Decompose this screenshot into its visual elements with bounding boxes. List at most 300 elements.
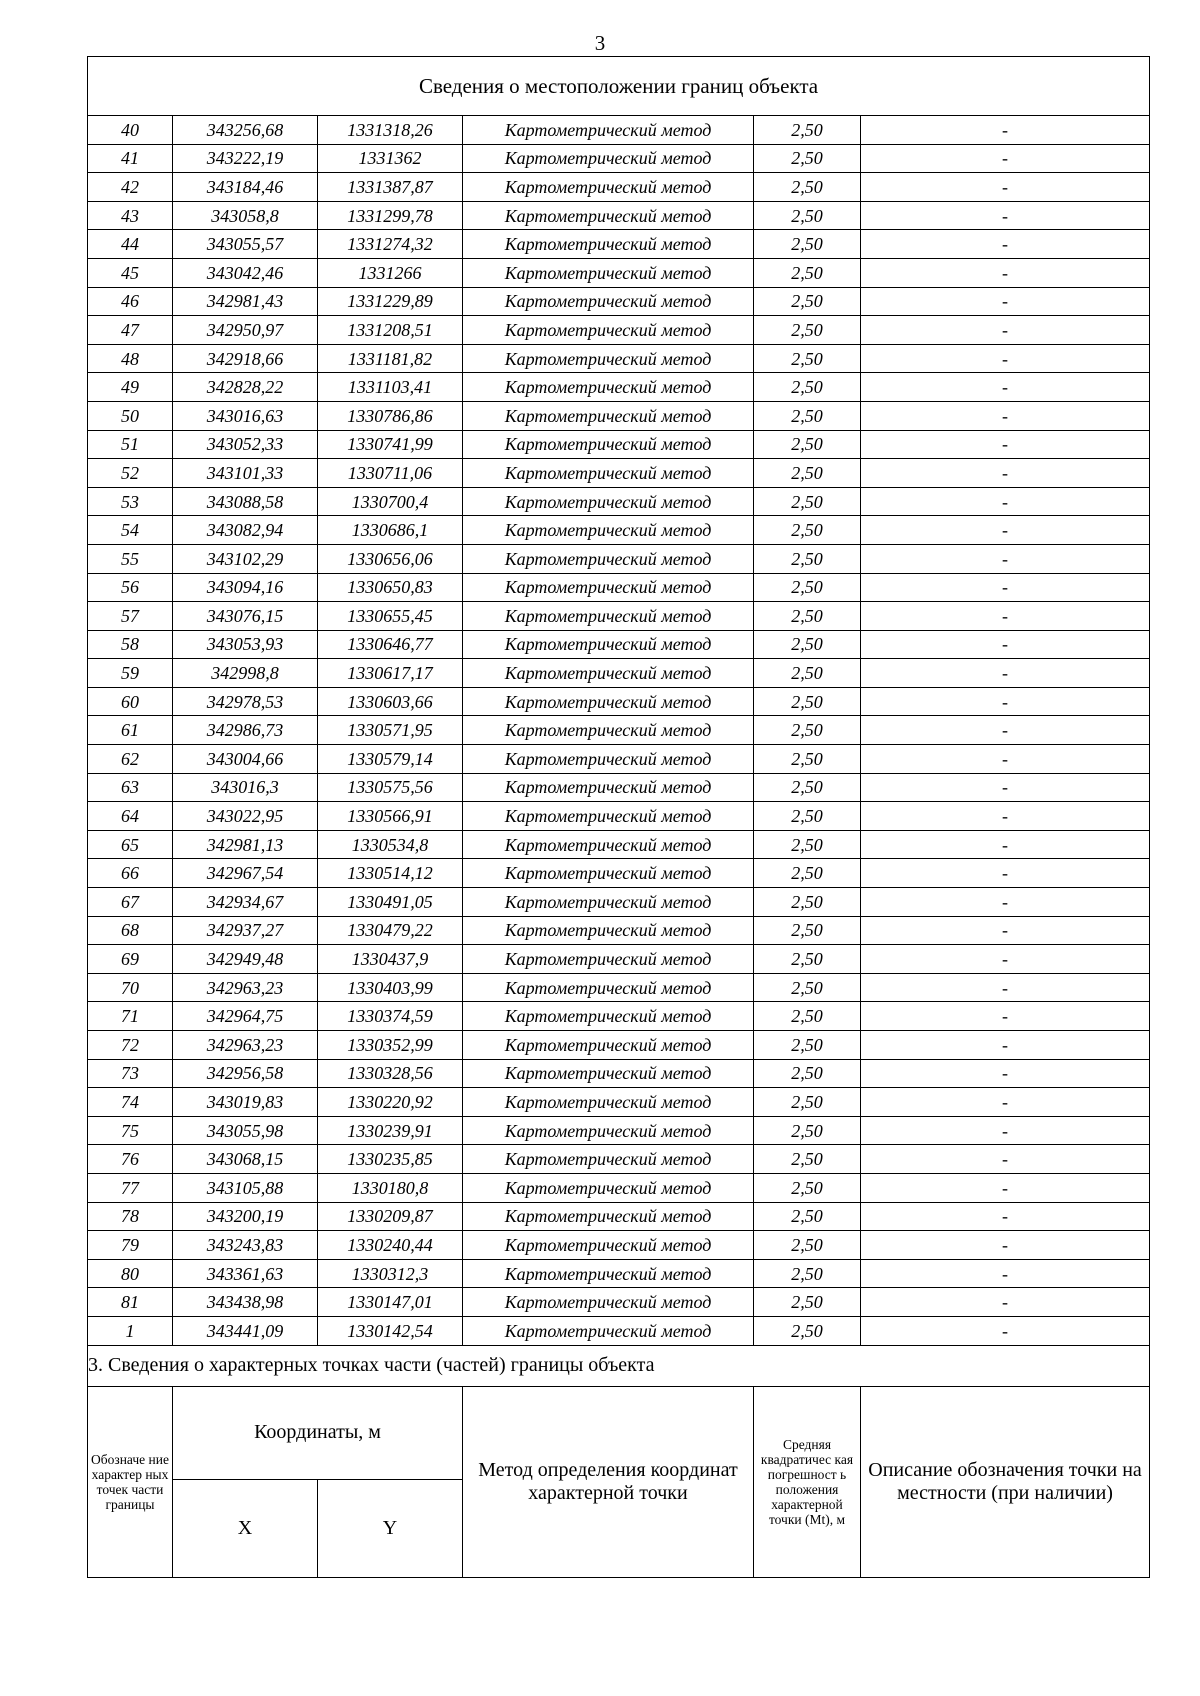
description-cell: -: [861, 1088, 1150, 1117]
description-cell: -: [861, 516, 1150, 545]
section3-title-row: [88, 1345, 1150, 1386]
method-cell: Картометрический метод: [463, 859, 754, 888]
point-number-cell: 81: [88, 1288, 173, 1317]
table-row: [88, 888, 1150, 917]
coord-y-cell: 1330403,99: [318, 973, 463, 1002]
point-number-cell: 59: [88, 659, 173, 688]
method-cell: Картометрический метод: [463, 830, 754, 859]
accuracy-cell: 2,50: [754, 373, 861, 402]
accuracy-cell: 2,50: [754, 173, 861, 202]
section-title-row: [88, 57, 1150, 116]
description-cell: -: [861, 830, 1150, 859]
coord-y-cell: 1331299,78: [318, 201, 463, 230]
accuracy-cell: 2,50: [754, 830, 861, 859]
method-cell: Картометрический метод: [463, 316, 754, 345]
table-row: [88, 230, 1150, 259]
method-cell: Картометрический метод: [463, 659, 754, 688]
coord-x-cell: 343004,66: [173, 745, 318, 774]
coord-x-cell: 343076,15: [173, 602, 318, 631]
description-cell: -: [861, 716, 1150, 745]
coord-x-cell: 342934,67: [173, 888, 318, 917]
coord-x-cell: 343184,46: [173, 173, 318, 202]
point-number-cell: 64: [88, 802, 173, 831]
accuracy-cell: 2,50: [754, 1288, 861, 1317]
accuracy-cell: 2,50: [754, 1145, 861, 1174]
method-cell: Картометрический метод: [463, 1173, 754, 1202]
description-cell: -: [861, 144, 1150, 173]
description-cell: -: [861, 459, 1150, 488]
table-row: [88, 802, 1150, 831]
description-cell: -: [861, 1202, 1150, 1231]
accuracy-cell: 2,50: [754, 287, 861, 316]
coord-x-cell: 342949,48: [173, 945, 318, 974]
accuracy-cell: 2,50: [754, 544, 861, 573]
method-cell: Картометрический метод: [463, 287, 754, 316]
point-number-cell: 71: [88, 1002, 173, 1031]
point-number-cell: 46: [88, 287, 173, 316]
description-cell: -: [861, 1059, 1150, 1088]
point-number-cell: 74: [88, 1088, 173, 1117]
coord-y-cell: 1330700,4: [318, 487, 463, 516]
coord-x-cell: 342963,23: [173, 973, 318, 1002]
coord-y-cell: 1330741,99: [318, 430, 463, 459]
method-cell: Картометрический метод: [463, 1088, 754, 1117]
header-accuracy: Средняя квадратичес кая погрешност ь положения характерной точки (Mt), м: [754, 1386, 861, 1577]
point-number-cell: 42: [88, 173, 173, 202]
accuracy-cell: 2,50: [754, 1316, 861, 1345]
coord-y-cell: 1330650,83: [318, 573, 463, 602]
coord-y-cell: 1330374,59: [318, 1002, 463, 1031]
coord-x-cell: 342998,8: [173, 659, 318, 688]
description-cell: -: [861, 687, 1150, 716]
header-point-designation: Обозначе ние характер ных точек части границы: [88, 1386, 173, 1577]
method-cell: Картометрический метод: [463, 1002, 754, 1031]
coord-y-cell: 1330180,8: [318, 1173, 463, 1202]
point-number-cell: 55: [88, 544, 173, 573]
point-number-cell: 75: [88, 1116, 173, 1145]
coord-y-cell: 1330209,87: [318, 1202, 463, 1231]
coord-y-cell: 1331318,26: [318, 116, 463, 145]
point-number-cell: 77: [88, 1173, 173, 1202]
description-cell: -: [861, 659, 1150, 688]
accuracy-cell: 2,50: [754, 888, 861, 917]
coord-y-cell: 1330571,95: [318, 716, 463, 745]
point-number-cell: 76: [88, 1145, 173, 1174]
accuracy-cell: 2,50: [754, 344, 861, 373]
method-cell: Картометрический метод: [463, 430, 754, 459]
table-row: [88, 716, 1150, 745]
coord-x-cell: 343082,94: [173, 516, 318, 545]
coord-x-cell: 343055,98: [173, 1116, 318, 1145]
point-number-cell: 73: [88, 1059, 173, 1088]
method-cell: Картометрический метод: [463, 973, 754, 1002]
method-cell: Картометрический метод: [463, 1116, 754, 1145]
table-row: [88, 544, 1150, 573]
coord-x-cell: 342981,43: [173, 287, 318, 316]
coord-x-cell: 342963,23: [173, 1031, 318, 1060]
accuracy-cell: 2,50: [754, 602, 861, 631]
description-cell: -: [861, 602, 1150, 631]
table-row: [88, 287, 1150, 316]
coord-x-cell: 343105,88: [173, 1173, 318, 1202]
point-number-cell: 40: [88, 116, 173, 145]
table-row: [88, 773, 1150, 802]
description-cell: -: [861, 1231, 1150, 1260]
accuracy-cell: 2,50: [754, 630, 861, 659]
method-cell: Картометрический метод: [463, 487, 754, 516]
point-number-cell: 1: [88, 1316, 173, 1345]
header-description: Описание обозначения точки на местности (при наличии): [861, 1386, 1150, 1577]
method-cell: Картометрический метод: [463, 258, 754, 287]
point-number-cell: 47: [88, 316, 173, 345]
description-cell: -: [861, 373, 1150, 402]
method-cell: Картометрический метод: [463, 230, 754, 259]
coord-x-cell: 343438,98: [173, 1288, 318, 1317]
table-row: [88, 316, 1150, 345]
point-number-cell: 70: [88, 973, 173, 1002]
point-number-cell: 48: [88, 344, 173, 373]
method-cell: Картометрический метод: [463, 773, 754, 802]
coord-y-cell: 1331181,82: [318, 344, 463, 373]
description-cell: -: [861, 859, 1150, 888]
description-cell: -: [861, 430, 1150, 459]
description-cell: -: [861, 1002, 1150, 1031]
table-row: [88, 516, 1150, 545]
description-cell: -: [861, 1316, 1150, 1345]
coord-x-cell: 343102,29: [173, 544, 318, 573]
coord-x-cell: 343016,3: [173, 773, 318, 802]
method-cell: Картометрический метод: [463, 1259, 754, 1288]
point-number-cell: 66: [88, 859, 173, 888]
table-row: [88, 1059, 1150, 1088]
coord-y-cell: 1330437,9: [318, 945, 463, 974]
description-cell: -: [861, 201, 1150, 230]
coord-y-cell: 1330479,22: [318, 916, 463, 945]
table-row: [88, 830, 1150, 859]
accuracy-cell: 2,50: [754, 1173, 861, 1202]
method-cell: Картометрический метод: [463, 916, 754, 945]
coord-y-cell: 1330579,14: [318, 745, 463, 774]
table-row: [88, 373, 1150, 402]
description-cell: -: [861, 116, 1150, 145]
table-row: [88, 430, 1150, 459]
coord-x-cell: 343019,83: [173, 1088, 318, 1117]
header-method: Метод определения координат характерной точки: [463, 1386, 754, 1577]
table-row: [88, 945, 1150, 974]
method-cell: Картометрический метод: [463, 373, 754, 402]
coord-x-cell: 342956,58: [173, 1059, 318, 1088]
method-cell: Картометрический метод: [463, 544, 754, 573]
coord-x-cell: 343022,95: [173, 802, 318, 831]
point-number-cell: 49: [88, 373, 173, 402]
coord-y-cell: 1330566,91: [318, 802, 463, 831]
point-number-cell: 80: [88, 1259, 173, 1288]
table-row: [88, 1231, 1150, 1260]
description-cell: -: [861, 401, 1150, 430]
coord-x-cell: 343243,83: [173, 1231, 318, 1260]
description-cell: -: [861, 888, 1150, 917]
table-row: [88, 487, 1150, 516]
description-cell: -: [861, 316, 1150, 345]
method-cell: Картометрический метод: [463, 687, 754, 716]
coord-x-cell: 342918,66: [173, 344, 318, 373]
description-cell: -: [861, 916, 1150, 945]
coord-y-cell: 1330603,66: [318, 687, 463, 716]
coord-y-cell: 1331274,32: [318, 230, 463, 259]
accuracy-cell: 2,50: [754, 859, 861, 888]
point-number-cell: 60: [88, 687, 173, 716]
coord-y-cell: 1330617,17: [318, 659, 463, 688]
coord-x-cell: 343094,16: [173, 573, 318, 602]
point-number-cell: 54: [88, 516, 173, 545]
coord-x-cell: 342950,97: [173, 316, 318, 345]
point-number-cell: 57: [88, 602, 173, 631]
accuracy-cell: 2,50: [754, 230, 861, 259]
coord-y-cell: 1330514,12: [318, 859, 463, 888]
method-cell: Картометрический метод: [463, 1231, 754, 1260]
description-cell: -: [861, 287, 1150, 316]
table-row: [88, 116, 1150, 145]
coord-x-cell: 342937,27: [173, 916, 318, 945]
coord-x-cell: 343222,19: [173, 144, 318, 173]
accuracy-cell: 2,50: [754, 687, 861, 716]
point-number-cell: 63: [88, 773, 173, 802]
description-cell: -: [861, 573, 1150, 602]
table-row: [88, 1031, 1150, 1060]
section-title: Сведения о местоположении границ объекта: [88, 57, 1150, 116]
method-cell: Картометрический метод: [463, 630, 754, 659]
method-cell: Картометрический метод: [463, 1288, 754, 1317]
accuracy-cell: 2,50: [754, 659, 861, 688]
accuracy-cell: 2,50: [754, 1059, 861, 1088]
table-row: [88, 659, 1150, 688]
table-row: [88, 1145, 1150, 1174]
coord-x-cell: 343016,63: [173, 401, 318, 430]
section3-title: 3. Сведения о характерных точках части (частей) границы объекта: [88, 1345, 1150, 1386]
header-y: Y: [318, 1479, 463, 1577]
table-row: [88, 1173, 1150, 1202]
method-cell: Картометрический метод: [463, 1059, 754, 1088]
coord-y-cell: 1330328,56: [318, 1059, 463, 1088]
coord-x-cell: 343256,68: [173, 116, 318, 145]
table-row: [88, 745, 1150, 774]
method-cell: Картометрический метод: [463, 602, 754, 631]
accuracy-cell: 2,50: [754, 773, 861, 802]
accuracy-cell: 2,50: [754, 1231, 861, 1260]
description-cell: -: [861, 230, 1150, 259]
table-row: [88, 859, 1150, 888]
method-cell: Картометрический метод: [463, 745, 754, 774]
coord-x-cell: 343101,33: [173, 459, 318, 488]
method-cell: Картометрический метод: [463, 888, 754, 917]
table-row: [88, 1316, 1150, 1345]
point-number-cell: 41: [88, 144, 173, 173]
coord-x-cell: 343053,93: [173, 630, 318, 659]
table-row: [88, 1202, 1150, 1231]
coord-y-cell: 1331229,89: [318, 287, 463, 316]
method-cell: Картометрический метод: [463, 201, 754, 230]
table-row: [88, 573, 1150, 602]
coord-x-cell: 343068,15: [173, 1145, 318, 1174]
page-number: 3: [594, 31, 606, 55]
table-row: [88, 687, 1150, 716]
description-cell: -: [861, 1031, 1150, 1060]
accuracy-cell: 2,50: [754, 945, 861, 974]
coord-y-cell: 1330352,99: [318, 1031, 463, 1060]
description-cell: -: [861, 1259, 1150, 1288]
description-cell: -: [861, 745, 1150, 774]
coord-x-cell: 343055,57: [173, 230, 318, 259]
description-cell: -: [861, 773, 1150, 802]
table-row: [88, 916, 1150, 945]
method-cell: Картометрический метод: [463, 1316, 754, 1345]
description-cell: -: [861, 1145, 1150, 1174]
accuracy-cell: 2,50: [754, 201, 861, 230]
point-number-cell: 78: [88, 1202, 173, 1231]
point-number-cell: 45: [88, 258, 173, 287]
accuracy-cell: 2,50: [754, 716, 861, 745]
coord-x-cell: 342964,75: [173, 1002, 318, 1031]
coord-y-cell: 1330656,06: [318, 544, 463, 573]
table-row: [88, 1259, 1150, 1288]
coord-y-cell: 1330240,44: [318, 1231, 463, 1260]
point-number-cell: 68: [88, 916, 173, 945]
accuracy-cell: 2,50: [754, 745, 861, 774]
point-number-cell: 67: [88, 888, 173, 917]
description-cell: -: [861, 1288, 1150, 1317]
accuracy-cell: 2,50: [754, 144, 861, 173]
coord-x-cell: 343200,19: [173, 1202, 318, 1231]
header-coordinates: Координаты, м: [173, 1386, 463, 1479]
table-row: [88, 602, 1150, 631]
coord-x-cell: 343042,46: [173, 258, 318, 287]
point-number-cell: 72: [88, 1031, 173, 1060]
description-cell: -: [861, 544, 1150, 573]
table-row: [88, 344, 1150, 373]
accuracy-cell: 2,50: [754, 1031, 861, 1060]
point-number-cell: 65: [88, 830, 173, 859]
description-cell: -: [861, 258, 1150, 287]
method-cell: Картометрический метод: [463, 1202, 754, 1231]
description-cell: -: [861, 487, 1150, 516]
coord-y-cell: 1330312,3: [318, 1259, 463, 1288]
accuracy-cell: 2,50: [754, 1088, 861, 1117]
boundary-table: [87, 56, 1150, 1578]
accuracy-cell: 2,50: [754, 973, 861, 1002]
table-row: [88, 630, 1150, 659]
coord-x-cell: 343088,58: [173, 487, 318, 516]
coord-x-cell: 343058,8: [173, 201, 318, 230]
method-cell: Картометрический метод: [463, 945, 754, 974]
table-row: [88, 144, 1150, 173]
table-row: [88, 1288, 1150, 1317]
coord-y-cell: 1331362: [318, 144, 463, 173]
accuracy-cell: 2,50: [754, 116, 861, 145]
coord-y-cell: 1330142,54: [318, 1316, 463, 1345]
coord-x-cell: 342967,54: [173, 859, 318, 888]
point-number-cell: 56: [88, 573, 173, 602]
header-x: X: [173, 1479, 318, 1577]
coord-y-cell: 1331103,41: [318, 373, 463, 402]
method-cell: Картометрический метод: [463, 173, 754, 202]
method-cell: Картометрический метод: [463, 573, 754, 602]
coord-y-cell: 1330711,06: [318, 459, 463, 488]
table-row: [88, 459, 1150, 488]
method-cell: Картометрический метод: [463, 459, 754, 488]
method-cell: Картометрический метод: [463, 716, 754, 745]
method-cell: Картометрический метод: [463, 344, 754, 373]
table-row: [88, 1088, 1150, 1117]
accuracy-cell: 2,50: [754, 1002, 861, 1031]
table-row: [88, 401, 1150, 430]
table-row: [88, 1116, 1150, 1145]
method-cell: Картометрический метод: [463, 1031, 754, 1060]
method-cell: Картометрический метод: [463, 401, 754, 430]
coord-x-cell: 343361,63: [173, 1259, 318, 1288]
point-number-cell: 53: [88, 487, 173, 516]
coord-y-cell: 1330534,8: [318, 830, 463, 859]
coord-y-cell: 1331208,51: [318, 316, 463, 345]
coord-y-cell: 1330786,86: [318, 401, 463, 430]
accuracy-cell: 2,50: [754, 1259, 861, 1288]
coord-x-cell: 342981,13: [173, 830, 318, 859]
method-cell: Картометрический метод: [463, 1145, 754, 1174]
table-row: [88, 973, 1150, 1002]
coord-y-cell: 1330686,1: [318, 516, 463, 545]
accuracy-cell: 2,50: [754, 459, 861, 488]
accuracy-cell: 2,50: [754, 487, 861, 516]
description-cell: -: [861, 344, 1150, 373]
method-cell: Картометрический метод: [463, 516, 754, 545]
accuracy-cell: 2,50: [754, 802, 861, 831]
point-number-cell: 52: [88, 459, 173, 488]
description-cell: -: [861, 945, 1150, 974]
table-row: [88, 1002, 1150, 1031]
accuracy-cell: 2,50: [754, 316, 861, 345]
accuracy-cell: 2,50: [754, 401, 861, 430]
coord-y-cell: 1330491,05: [318, 888, 463, 917]
coord-y-cell: 1331266: [318, 258, 463, 287]
table-row: [88, 258, 1150, 287]
accuracy-cell: 2,50: [754, 516, 861, 545]
point-number-cell: 44: [88, 230, 173, 259]
description-cell: -: [861, 973, 1150, 1002]
point-number-cell: 61: [88, 716, 173, 745]
point-number-cell: 43: [88, 201, 173, 230]
accuracy-cell: 2,50: [754, 430, 861, 459]
coord-y-cell: 1330575,56: [318, 773, 463, 802]
coord-x-cell: 343052,33: [173, 430, 318, 459]
accuracy-cell: 2,50: [754, 1202, 861, 1231]
coord-y-cell: 1330220,92: [318, 1088, 463, 1117]
method-cell: Картометрический метод: [463, 144, 754, 173]
method-cell: Картометрический метод: [463, 802, 754, 831]
coord-y-cell: 1330239,91: [318, 1116, 463, 1145]
description-cell: -: [861, 630, 1150, 659]
coord-y-cell: 1330235,85: [318, 1145, 463, 1174]
coord-y-cell: 1330147,01: [318, 1288, 463, 1317]
method-cell: Картометрический метод: [463, 116, 754, 145]
coord-y-cell: 1331387,87: [318, 173, 463, 202]
point-number-cell: 69: [88, 945, 173, 974]
point-number-cell: 58: [88, 630, 173, 659]
description-cell: -: [861, 1173, 1150, 1202]
coord-x-cell: 343441,09: [173, 1316, 318, 1345]
point-number-cell: 79: [88, 1231, 173, 1260]
point-number-cell: 50: [88, 401, 173, 430]
section3-header-row: [88, 1386, 1150, 1479]
coord-x-cell: 342986,73: [173, 716, 318, 745]
